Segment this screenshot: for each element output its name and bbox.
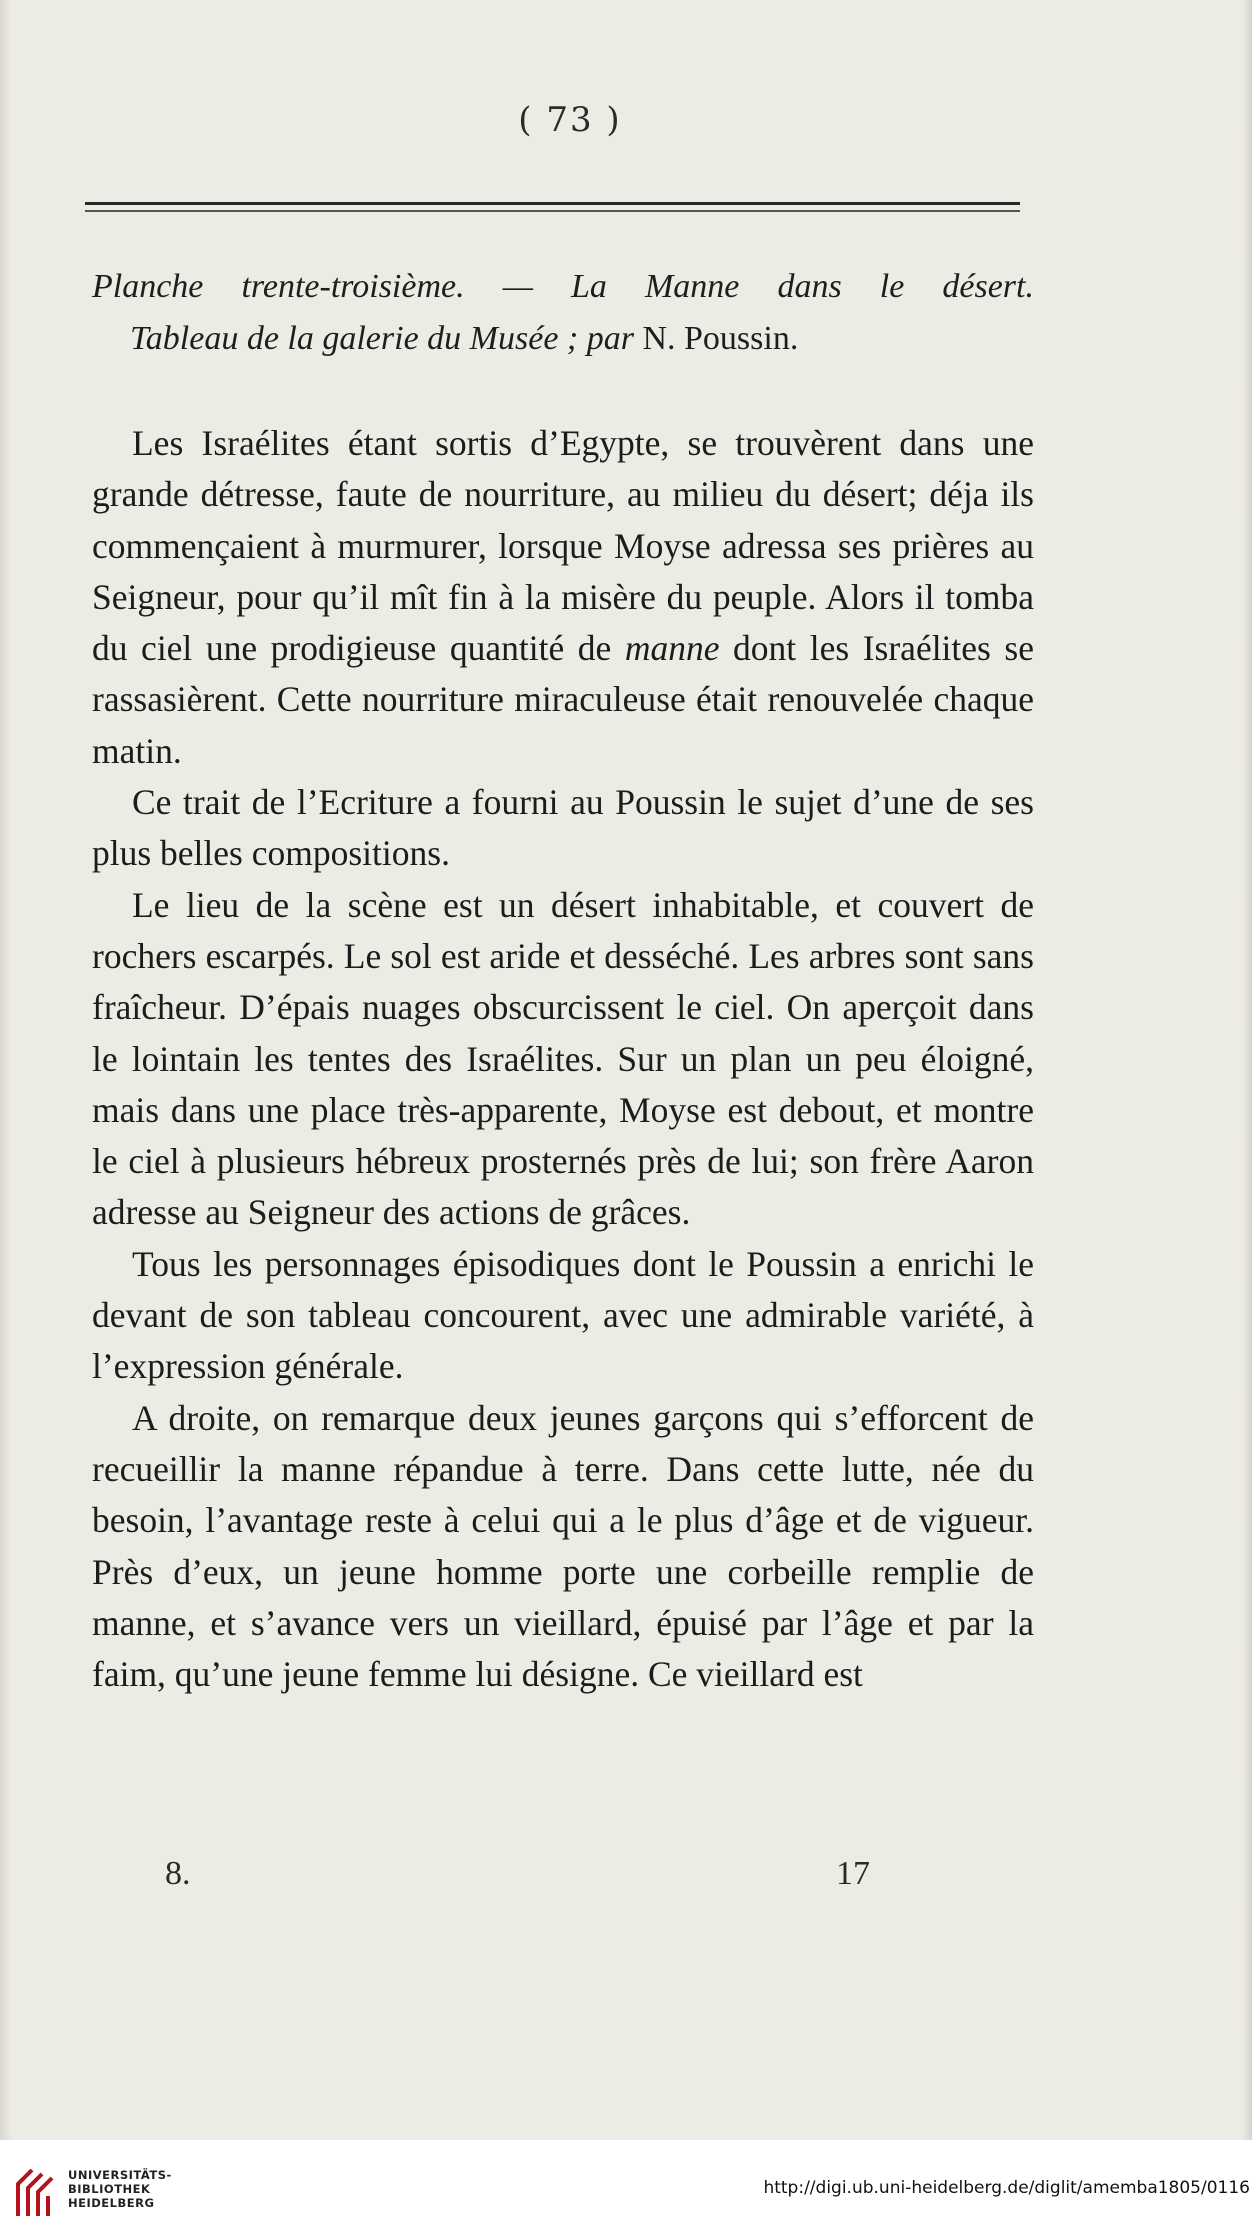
library-name-line-2: BIBLIOTHEK [68, 2182, 151, 2196]
heidelberg-library-logo-icon [12, 2162, 60, 2222]
paragraph-1 [92, 418, 1034, 777]
plate-caption-line-2 [130, 320, 1030, 358]
paragraph-1-text-a: Les Israélites étant sortis d’Egypte, se trouvèrent dans une grande détresse, faute de nourriture, au milieu du désert; déja ils commençaient à murmurer, lorsque Moyse adressa ses prières au Seigneur, pour qu’il mît fin à la misère du peuple. Alors il tomba du ciel une prodigieuse quantité de [92, 423, 1034, 669]
library-name [68, 2168, 172, 2210]
library-name-line-1: UNIVERSITÄTS- [68, 2168, 172, 2182]
plate-label: Planche trente-troisième. — [92, 268, 571, 305]
sheet-number: 17 [836, 1855, 870, 1892]
signature-mark: 8. [165, 1855, 191, 1892]
plate-artist: N. Poussin. [642, 320, 799, 357]
paragraph-1-text-b: dont les Israélites se rassasièrent. Cette nourriture miraculeuse était renouvelée chaque matin. [92, 628, 1034, 771]
plate-title: La Manne dans le désert. [571, 268, 1034, 305]
header-rule-thick [85, 202, 1020, 205]
page-right-edge [1242, 0, 1252, 2140]
page-left-edge [0, 0, 12, 2140]
header-rule-thin [85, 210, 1020, 212]
body-text [92, 418, 1034, 1700]
paragraph-5: A droite, on remarque deux jeunes garçons qui s’efforcent de recueillir la manne répandue à terre. Dans cette lutte, née du besoin, l’avantage reste à celui qui a le plus d’âge et de vigueur. Près d’eux, un jeune homme porte une corbeille remplie de manne, et s’avance vers un vieillard, épuisé par l’âge et par la faim, qu’une jeune femme lui désigne. Ce vieillard est [92, 1397, 1034, 1695]
paragraph-3: Le lieu de la scène est un désert inhabitable, et couvert de rochers escarpés. Le sol est aride et desséché. Les arbres sont sans fraîcheur. D’épais nuages obscurcissent le ciel. On aperçoit dans le lointain les tentes des Israélites. Sur un plan un peu éloigné, mais dans une place très-apparente, Moyse est debout, et montre le ciel à plusieurs hébreux prosternés près de lui; son frère Aaron adresse au Seigneur des actions de grâces. [92, 884, 1034, 1233]
paragraph-2: Ce trait de l’Ecriture a fourni au Poussin le sujet d’une de ses plus belles compositions. [92, 782, 1034, 874]
library-name-line-3: HEIDELBERG [68, 2196, 155, 2210]
digitization-footer [0, 2140, 1260, 2237]
plate-caption-line-1 [92, 268, 1034, 306]
plate-source: Tableau de la galerie du Musée ; par [130, 320, 643, 357]
source-url-link[interactable]: http://digi.ub.uni-heidelberg.de/diglit/amemba1805/0116 [763, 2178, 1250, 2198]
paragraph-1-italic: manne [624, 628, 720, 669]
paragraph-4: Tous les personnages épisodiques dont le Poussin a enrichi le devant de son tableau concourent, avec une admirable variété, à l’expression générale. [92, 1243, 1034, 1387]
page-number: ( 73 ) [518, 100, 622, 140]
